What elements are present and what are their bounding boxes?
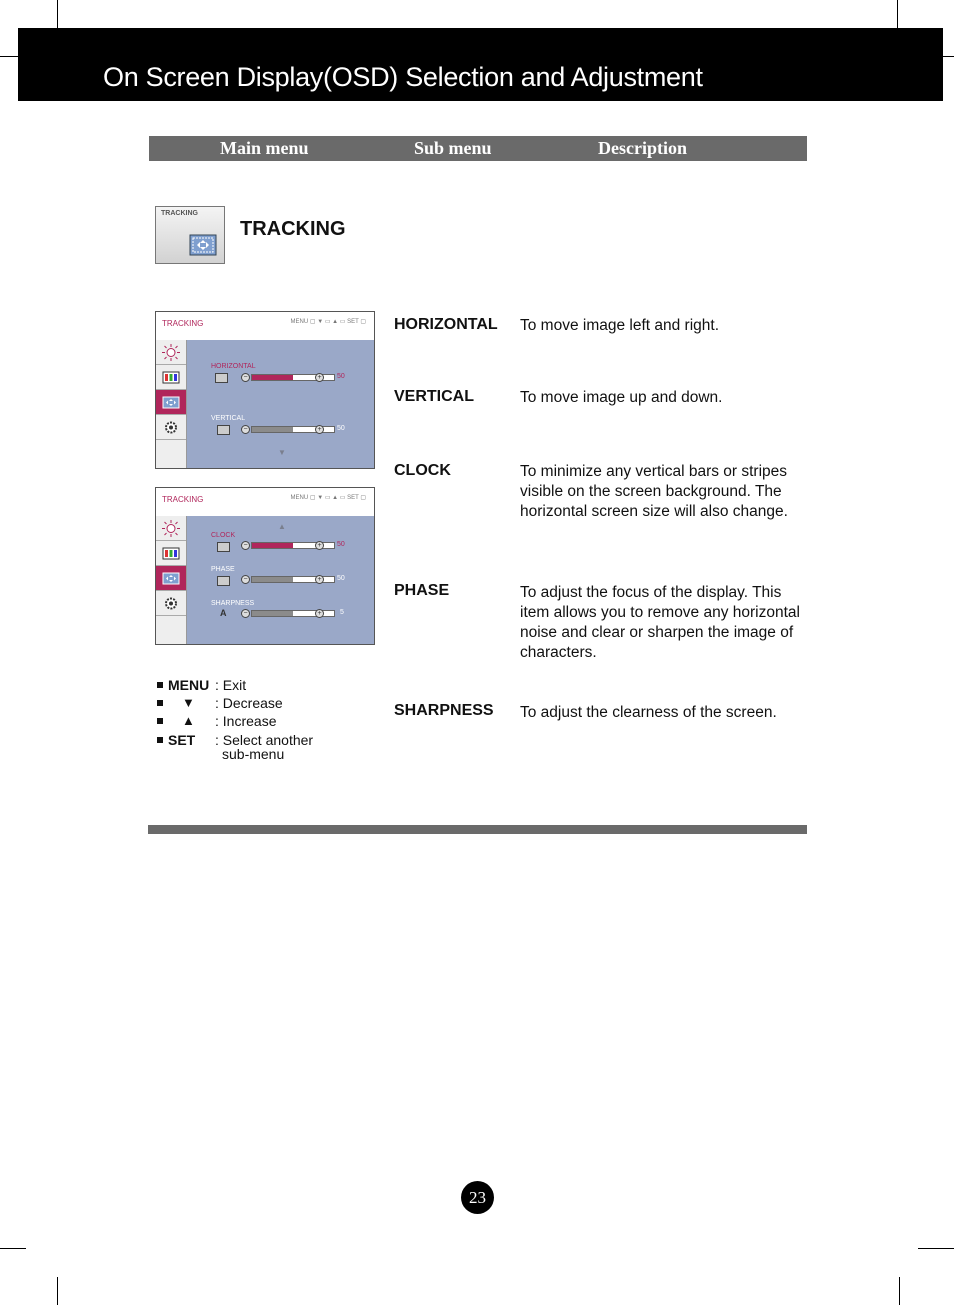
osd-controls: MENU ▢ ▼ ▭ ▲ ▭ SET ▢ (290, 319, 366, 325)
tile-label: TRACKING (161, 210, 198, 217)
minus-icon: − (241, 575, 250, 584)
arrow-down-icon: ▼ (182, 695, 195, 710)
horizontal-value: 50 (337, 373, 345, 380)
osd-title: TRACKING (162, 319, 204, 328)
plus-icon: + (315, 425, 324, 434)
crop-mark (918, 1248, 954, 1249)
osd-item-label: HORIZONTAL (211, 363, 256, 370)
plus-icon: + (315, 575, 324, 584)
slider-fill (252, 577, 293, 582)
scroll-up-icon: ▲ (278, 522, 286, 531)
plus-icon: + (315, 541, 324, 550)
legend-value: : Decrease (215, 695, 283, 711)
crop-mark (0, 56, 18, 57)
osd-screen-horizontal-vertical (155, 311, 375, 469)
osd-title-bar (156, 312, 374, 341)
osd-sidebar (156, 516, 187, 644)
vertical-value: 50 (337, 425, 345, 432)
color-icon (162, 369, 180, 386)
slider-fill (252, 375, 293, 380)
term-vertical: VERTICAL (394, 388, 474, 405)
slider-fill (252, 543, 293, 548)
sharpness-icon: A (220, 608, 227, 618)
osd-panel (187, 340, 374, 468)
color-icon (162, 545, 180, 562)
osd-tab-picture (156, 340, 186, 365)
desc-vertical: To move image up and down. (520, 389, 723, 406)
phase-icon (217, 576, 230, 586)
minus-icon: − (241, 609, 250, 618)
legend-key: MENU (168, 677, 210, 693)
term-clock: CLOCK (394, 462, 451, 479)
phase-value: 50 (337, 575, 345, 582)
osd-tab-color (156, 365, 186, 390)
osd-tab-color (156, 541, 186, 566)
tracking-icon (189, 234, 217, 256)
clock-value: 50 (337, 541, 345, 548)
clock-icon (217, 542, 230, 552)
crop-mark (57, 1277, 58, 1305)
desc-horizontal: To move image left and right. (520, 317, 720, 334)
minus-icon: − (241, 541, 250, 550)
desc-phase: To adjust the focus of the display. This item allows you to remove any horizontal noise and clear or sharpen the image of characters. (520, 584, 800, 661)
legend-key: SET (168, 732, 196, 748)
osd-sidebar (156, 340, 187, 468)
term-phase: PHASE (394, 582, 450, 599)
crop-mark (0, 1248, 26, 1249)
bullet (157, 682, 163, 688)
osd-tab-picture (156, 516, 186, 541)
term-horizontal: HORIZONTAL (394, 316, 498, 333)
crop-mark (57, 0, 58, 28)
bullet (157, 700, 163, 706)
osd-item-label: SHARPNESS (211, 600, 255, 607)
scroll-down-icon: ▼ (278, 448, 286, 457)
crop-mark (897, 0, 898, 28)
section-title: TRACKING (240, 218, 346, 240)
slider-fill (252, 611, 293, 616)
gear-icon (162, 595, 180, 612)
gear-icon (162, 419, 180, 436)
column-sub-menu: Sub menu (414, 138, 492, 158)
osd-item-label: CLOCK (211, 532, 236, 539)
page-title: On Screen Display(OSD) Selection and Adjustment (103, 62, 703, 92)
brightness-icon (162, 344, 180, 361)
tracking-menu-tile (155, 206, 225, 264)
osd-screen-clock-phase-sharpness (155, 487, 375, 645)
page-number: 23 (461, 1181, 494, 1214)
column-main-menu: Main menu (220, 138, 309, 158)
osd-tab-tracking (156, 390, 186, 415)
slider-fill (252, 427, 293, 432)
osd-title: TRACKING (162, 495, 204, 504)
arrow-up-icon: ▲ (182, 713, 195, 728)
osd-item-label: PHASE (211, 566, 235, 573)
legend-value-continued: sub-menu (222, 746, 285, 762)
bullet (157, 737, 163, 743)
vertical-position-icon (217, 425, 230, 435)
osd-tab-setup (156, 415, 186, 440)
column-description: Description (598, 138, 687, 158)
bottom-divider (148, 825, 807, 834)
horizontal-position-icon (215, 373, 228, 383)
desc-clock: To minimize any vertical bars or stripes visible on the screen background. The horizontal screen size will also change. (520, 463, 788, 520)
brightness-icon (162, 520, 180, 537)
legend-value: : Increase (215, 713, 277, 729)
osd-title-bar (156, 488, 374, 517)
term-sharpness: SHARPNESS (394, 702, 494, 719)
crop-mark (899, 1277, 900, 1305)
minus-icon: − (241, 425, 250, 434)
bullet (157, 718, 163, 724)
osd-panel (187, 516, 374, 644)
plus-icon: + (315, 373, 324, 382)
sharpness-value: 5 (340, 609, 344, 616)
osd-controls: MENU ▢ ▼ ▭ ▲ ▭ SET ▢ (290, 495, 366, 501)
minus-icon: − (241, 373, 250, 382)
legend-value: : Select another (215, 732, 314, 748)
plus-icon: + (315, 609, 324, 618)
osd-tab-setup (156, 591, 186, 616)
desc-sharpness: To adjust the clearness of the screen. (520, 704, 777, 721)
legend-value: : Exit (215, 677, 247, 693)
tracking-icon (162, 570, 180, 587)
osd-tab-tracking (156, 566, 186, 591)
osd-item-label: VERTICAL (211, 415, 246, 422)
tracking-icon (162, 394, 180, 411)
